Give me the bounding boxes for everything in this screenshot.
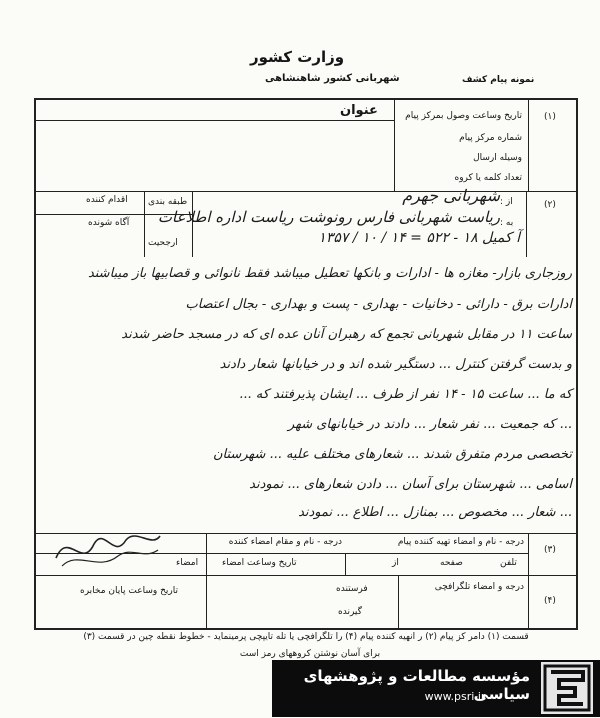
- watermark-title: مؤسسه مطالعات و پژوهشهای سیاسی: [303, 667, 530, 703]
- section3-number: (۳): [544, 545, 556, 555]
- transmission-end-label: تاریخ وساعت پایان مخابره: [80, 586, 178, 596]
- sender-label: فرستنده: [336, 584, 368, 594]
- form-type-title: نمونه پیام کشف: [462, 75, 535, 85]
- watermark-url: www.psri.ir: [424, 690, 486, 703]
- from-value: شهربانی جهرم: [402, 186, 500, 205]
- section1-field-received: تاریخ وساعت وصول بمرکز پیام: [405, 111, 522, 121]
- informed-label: آگاه شونده: [88, 218, 130, 228]
- urgency-label: ارجحیت: [148, 238, 178, 248]
- to-label: به :: [500, 218, 514, 228]
- section1-number: (۱): [544, 112, 556, 122]
- phone-label: تلفن: [500, 558, 517, 568]
- from-label: از :: [500, 197, 513, 207]
- page-label: صفحه: [440, 558, 463, 568]
- section2-number: (۲): [544, 200, 556, 210]
- section1-field-center: شماره مرکز پیام: [459, 133, 522, 143]
- ministry-title: وزارت کشور: [250, 48, 345, 66]
- handwritten-signature: [48, 520, 168, 578]
- message-line: ... شعار ... مخصوص ... بمنازل ... اطلاع ... نمودند: [298, 505, 572, 520]
- to-value: ریاست شهربانی فارس رونوشت ریاست اداره اطلاعات: [157, 208, 500, 226]
- preparer-rank-sign: درجه - نام و امضاء تهیه کننده پیام: [397, 537, 524, 547]
- telegraph-operator-label: درجه و امضاء تلگرافچی: [434, 582, 524, 592]
- section1-title: عنوان: [340, 103, 378, 118]
- message-line: اسامی ... شهرستان برای آسان ... دادن شعارهای ... نمودند: [249, 477, 572, 492]
- action-label: اقدام کننده: [86, 195, 128, 205]
- message-line: و بدست گرفتن کنترل ... دستگیر شده اند و در خیابانها شعار دادند: [219, 357, 572, 372]
- footer-note-1: قسمت (۱) دامر کز پیام (۲) ر انهیه کننده پیام (۴) را تلگرافچی یا تله تایپچی پرمینماید - خطوط نقطه چین در قسمت (۳): [83, 632, 529, 642]
- receiver-label: گیرنده: [338, 607, 362, 617]
- section1-field-word-count: تعداد کلمه یا کروه: [454, 173, 522, 183]
- message-line: تخصصی مردم متفرق شدند ... شعارهای مختلف علیه ... شهرستان: [213, 447, 572, 462]
- signer-rank-sign: درجه - نام و مقام امضاء کننده: [228, 537, 342, 547]
- signature-label: امضاء: [176, 558, 199, 568]
- classification-label: طبقه بندی: [148, 197, 188, 207]
- message-line: روزجاری بازار- مغازه ها - ادارات و بانکها تعطیل میباشد فقط نانوائی و قصابیها باز میباشند: [87, 266, 572, 281]
- institute-logo-icon: [541, 662, 593, 714]
- message-line: ادارات برق - دارائی - دخانیات - بهداری - پست و بهداری - بجال اعتصاب: [185, 297, 572, 312]
- reference-value: آ کمیل ۱۸ - ۵۲۲ = ۱۴ / ۱۰ / ۱۳۵۷: [318, 230, 520, 246]
- section1-field-means: وسیله ارسال: [473, 153, 522, 163]
- message-line: که ما ... ساعت ۱۵ - ۱۴ نفر از طرف ... ایشان پذیرفتند که ...: [239, 387, 572, 402]
- sign-date-label: تاریخ وساعت امضاء: [222, 558, 297, 568]
- message-line: ساعت ۱۱ در مقابل شهربانی تجمع که رهبران آنان عده ای که در مسجد حاضر شدند: [121, 327, 572, 342]
- police-department-title: شهربانی کشور شاهنشاهی: [265, 73, 400, 84]
- page-of-label: از: [392, 558, 399, 568]
- message-line: ... که جمعیت ... نفر شعار ... دادند در خیابانهای شهر: [288, 417, 572, 432]
- footer-note-2: برای آسان نوشتن کروههای رمز است: [239, 649, 381, 659]
- section4-number: (۴): [544, 596, 556, 606]
